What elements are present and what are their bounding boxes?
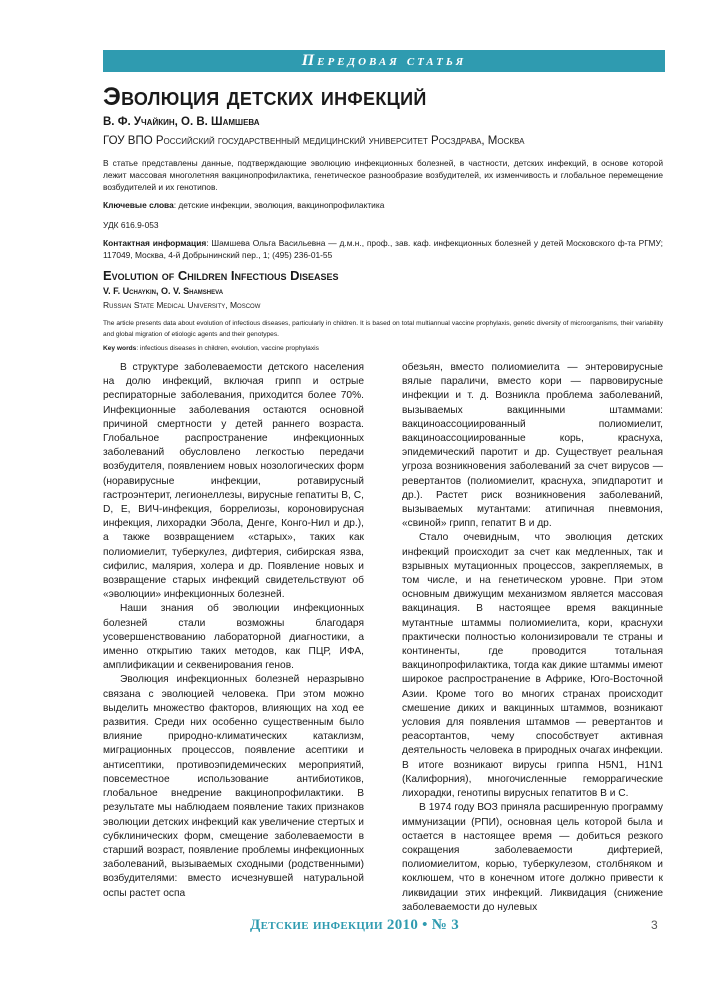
body-paragraph: обезьян, вместо полиомиелита — энтеровирусные вялые параличи, вместо кори — парвовирусные инфекции и т. д. Возникла проблема заболеваний, вызываемых вакцинными штаммами: вакциноассоциированный полиомиелит, вакциноассоциированные корь, краснуха, эпидемический паротит и др. Существует реальная угроза возникновения заболеваний за счет вирусов — ревертантов (полиомиелит, краснуха, эпидпаротит и др.). Растет риск возникновения заболеваний, вызываемых мутантами: атипичная пневмония, «свиной» грипп, гепатит В и др.: [402, 362, 663, 530]
contact-label: Контактная информация: [103, 238, 207, 248]
page-number: 3: [651, 918, 658, 932]
keywords-en-text: : infectious diseases in children, evolution, vaccine prophylaxis: [136, 345, 319, 352]
keywords-en: [103, 343, 663, 354]
footer-journal-name: Детские инфекции 2010 • № 3: [249, 917, 460, 933]
body-column-right: [402, 361, 663, 915]
body-paragraph: Наши знания об эволюции инфекционных болезней стали возможны благодаря усовершенствованию лабораторной диагностики, а именно открытию таких методов, как ПЦР, ИФА, амплификации и секвенирования генов.: [103, 603, 364, 672]
body-column-left: [103, 361, 364, 901]
english-title: Evolution of Children Infectious Diseases: [103, 268, 339, 283]
contact-text: : Шамшева Ольга Васильевна — д.м.н., проф., зав. каф. инфекционных болезней у детей Московского ф-та РГМУ; 117049, Москва, 4-й Добрынинский пер., 1; (495) 236-01-55: [103, 238, 663, 260]
english-authors: V. F. Uchaykin, O. V. Shamsheva: [103, 286, 224, 296]
contact-info: [103, 237, 663, 261]
keywords-text: : детские инфекции, эволюция, вакцинопрофилактика: [173, 200, 385, 210]
body-paragraph: В 1974 году ВОЗ приняла расширенную программу иммунизации (РПИ), основная цель которой была и остается в настоящее время — добиться резкого сокращения заболеваемости дифтерией, полиомиелитом, корью, туберкулезом, столбняком и коклюшем, что в конечном итоге должно привести к ликвидации этих инфекций. Ликвидация (снижение заболеваемости до нулевых: [402, 802, 663, 913]
abstract-en: The article presents data about evolution of infectious diseases, particularly in children. It is based on total multiannual vaccine prophylaxis, genetic diversity of microorganisms, their variability and global migration of etiologic agents and their genotypes.: [103, 320, 663, 338]
body-paragraph: Стало очевидным, что эволюция детских инфекций происходит за счет как медленных, так и взрывных мутационных процессов, закрепляемых, в том числе, и на генетическом уровне. При этом основным движущим механизмом является массовая вакцинация. В настоящее время вакцинные мутантные штаммы полиомиелита, кори, краснухи практически полностью колонизировали те страны и континенты, где проводится тотальная вакцинопрофилактика, тогда как дикие штаммы имеют широкое распространение в Африке, Юго-Восточной Азии. Кроме того во многих странах происходит смешение диких и вакцинных штаммов, возникают условия для появления штаммов — ревертантов и реасортантов, чему способствует активная деятельность человека в природных очагах инфекции. В итоге возникают вирусы гриппа H5N1, H1N1 (Калифорния), многочисленные геморрагические лихорадки, генотипы вирусных гепатитов В и С.: [402, 532, 663, 800]
body-paragraph: В структуре заболеваемости детского населения на долю инфекций, включая грипп и острые респираторные заболевания, приходится более 70%. Инфекционные заболевания остаются основной причиной смертности у детей раннего возраста. Глобальное распространение инфекционных заболеваний обусловлено легкостью передачи возбудителя, появлением новых нозологических форм (норавирусные инфекции, ротавирусный гастроэнтерит, легионеллезы, вирусные гепатиты В, С, D, Е, ВИЧ-инфекция, боррелиозы, короновирусная инфекция, лихорадки Эбола, Денге, Конго-Нил и др.), а также возвращением «старых», таких как полиомиелит, туберкулез, дифтерия, сибирская язва, сифилис, малярия, холера и др. Появление новых и возвращение старых инфекций свидетельствуют об «эволюции» инфекционных болезней.: [103, 362, 364, 601]
udk-code: УДК 616.9-053: [103, 220, 159, 230]
keywords-ru: [103, 199, 663, 211]
article-affiliation: ГОУ ВПО Российский государственный медицинский университет Росздрава, Москва: [103, 135, 525, 147]
abstract-ru: В статье представлены данные, подтверждающие эволюцию инфекционных болезней, в частности, детских инфекций, в основе которой лежит массовая многолетняя вакцинопрофилактика, генетическое разнообразие возбудителей, их изменчивость и глобальное перемещение возбудителей и их генотипов.: [103, 158, 663, 192]
section-banner: Передовая статья: [103, 50, 665, 72]
article-title: Эволюция детских инфекций: [103, 83, 427, 111]
article-authors: В. Ф. Учайкин, О. В. Шамшева: [103, 116, 260, 128]
keywords-label: Ключевые слова: [103, 200, 174, 210]
keywords-en-label: Key words: [103, 345, 137, 352]
english-affiliation: Russian State Medical University, Moscow: [103, 300, 261, 310]
body-paragraph: Эволюция инфекционных болезней неразрывно связана с эволюцией человека. При этом можно выделить множество факторов, влияющих на ход ее развития. Среди них особенно существенным было влияние природно-климатических катаклизм, миграционных процессов, появление асептики и антисептики, противоэпидемических мероприятий, повсеместное использование антибиотиков, глобальное внедрение вакцинопрофилактики. В результате мы наблюдаем появление таких признаков эволюции детских инфекций как увеличение стертых и субклинических форм, смещение заболеваемости в старший возраст, появление проблемы инфекционных заболеваний, вызываемых сходными (родственными) возбудителями: вместо исчезнувшей натуральной оспы растет оспа: [103, 674, 364, 899]
